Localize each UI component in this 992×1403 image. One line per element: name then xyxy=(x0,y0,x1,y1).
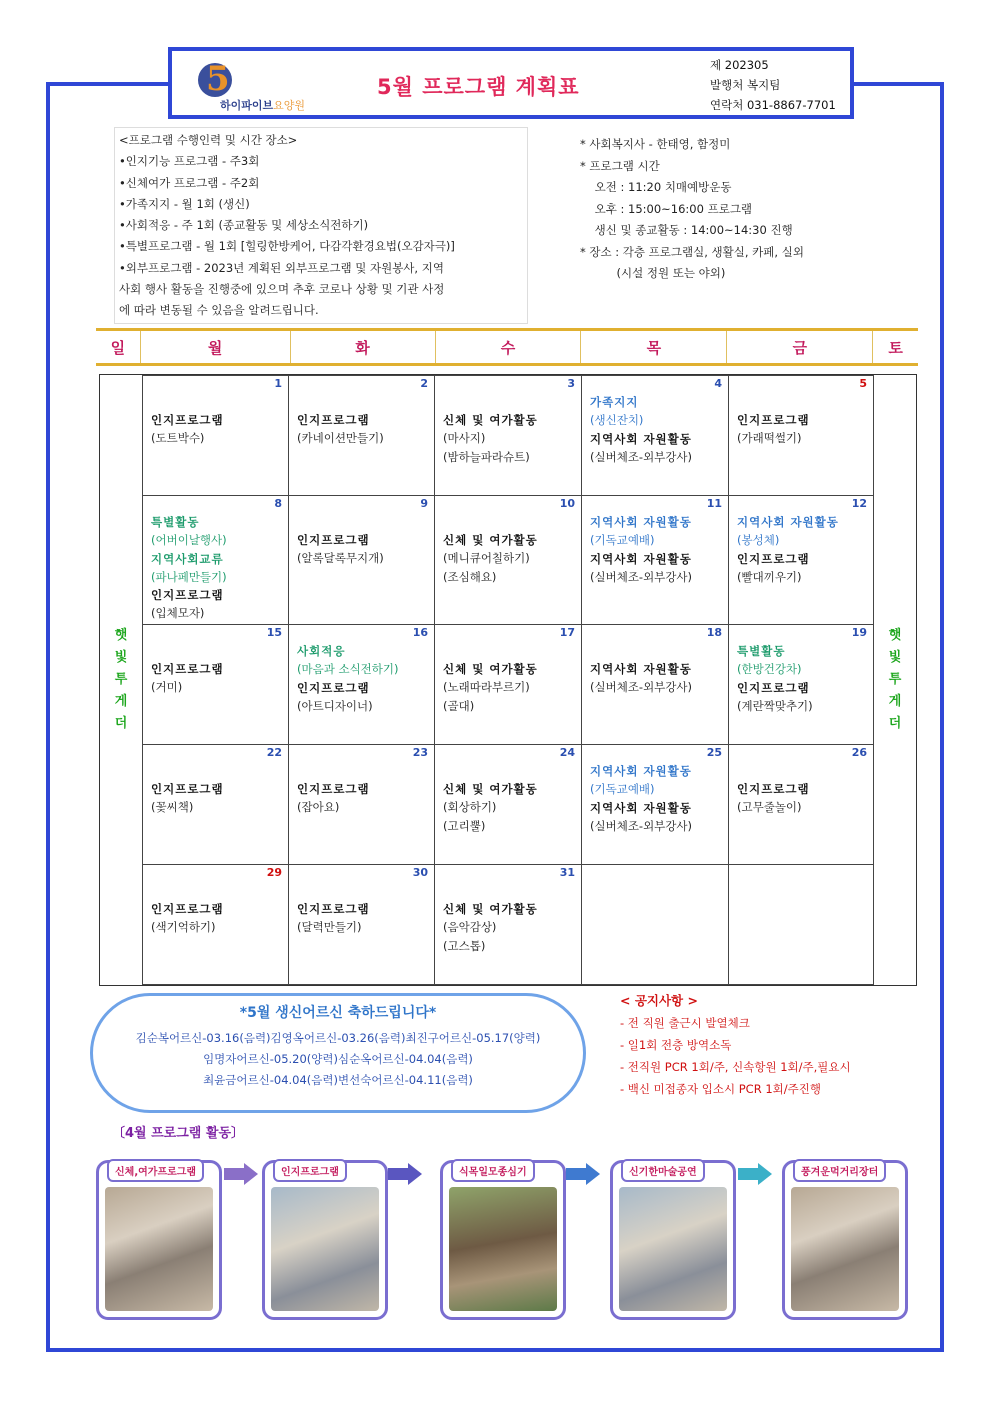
notice-item: - 백신 미접종자 입소시 PCR 1회/주진행 xyxy=(620,1082,821,1096)
header xyxy=(168,47,854,119)
day-number: 10 xyxy=(559,497,575,510)
event-detail: (음악감상) xyxy=(443,920,497,935)
calendar-day xyxy=(142,744,289,865)
weekday-3: 수 xyxy=(436,331,582,363)
event-detail: (색기억하기) xyxy=(151,920,216,935)
side-char: 게 xyxy=(888,694,902,709)
info-line: 에 따라 변동될 수 있음을 알려드립니다. xyxy=(119,303,319,318)
side-char: 더 xyxy=(114,716,128,731)
logo-five: 5 xyxy=(206,59,230,99)
day-number: 3 xyxy=(567,377,575,390)
day-number: 22 xyxy=(266,746,282,759)
event-title: 인지프로그램 xyxy=(297,413,370,427)
arrow-icon xyxy=(566,1168,588,1180)
logo xyxy=(194,59,314,112)
event-title: 특별활동 xyxy=(737,644,786,658)
program-info-box xyxy=(114,127,528,324)
day-events xyxy=(737,642,869,715)
side-label-right xyxy=(874,375,916,985)
activity-label: 신기한마술공연 xyxy=(621,1159,705,1182)
activity-card xyxy=(440,1160,566,1320)
calendar-day xyxy=(728,375,874,496)
calendar-day xyxy=(142,624,289,745)
event-title: 지역사회 자원활동 xyxy=(590,431,692,446)
page-title: 5월 프로그램 계획표 xyxy=(377,75,580,99)
contact: 연락처 031-8867-7701 xyxy=(710,98,836,112)
event-detail: (기독교예배) xyxy=(590,533,655,548)
activities-title: 〔4월 프로그램 활동〕 xyxy=(112,1126,245,1141)
event-detail: (조심해요) xyxy=(443,569,497,584)
activity-photo xyxy=(791,1187,899,1311)
event-detail: (아트디자이너) xyxy=(297,698,373,713)
activity-label: 풍겨운먹거리장터 xyxy=(793,1159,886,1182)
side-char: 더 xyxy=(888,716,902,731)
day-events xyxy=(151,780,284,817)
calendar-day xyxy=(434,744,582,865)
side-char: 햇 xyxy=(888,628,902,643)
calendar-day xyxy=(728,744,874,865)
event-detail: (거미) xyxy=(151,680,183,695)
day-events xyxy=(590,513,724,586)
side-char: 투 xyxy=(114,672,128,687)
event-detail: (계란짝맞추기) xyxy=(737,698,813,713)
event-title: 인지프로그램 xyxy=(151,413,224,427)
notice-item: - 전직원 PCR 1회/주, 신속항원 1회/주,필요시 xyxy=(620,1060,851,1074)
calendar-day xyxy=(581,375,729,496)
day-events xyxy=(151,411,284,448)
event-detail: (꽃씨책) xyxy=(151,800,194,815)
event-title: 지역사회 자원활동 xyxy=(590,662,692,676)
day-events xyxy=(297,642,430,715)
event-title: 지역사회 자원활동 xyxy=(737,515,839,529)
day-events xyxy=(737,780,869,817)
event-detail: (실버체조-외부강사) xyxy=(590,680,692,695)
activity-card xyxy=(782,1160,908,1320)
calendar-day xyxy=(434,495,582,625)
event-detail: (생신잔치) xyxy=(590,413,644,428)
event-detail: (파나페만들기) xyxy=(151,569,227,584)
arrow-head-icon xyxy=(244,1163,258,1185)
event-title: 가족지지 xyxy=(590,395,639,409)
day-number: 16 xyxy=(412,626,428,639)
arrow-icon xyxy=(738,1168,760,1180)
day-number: 9 xyxy=(420,497,428,510)
event-detail: (빨대끼우기) xyxy=(737,569,802,584)
day-number: 11 xyxy=(706,497,722,510)
notice-item: - 전 직원 출근시 발열체크 xyxy=(620,1016,750,1030)
day-events xyxy=(297,531,430,568)
day-number: 1 xyxy=(274,377,282,390)
birthday-line: 김순복어르신-03.16(음력)김영옥어르신-03.26(음력)최진구어르신-05.17(양력) xyxy=(135,1031,541,1045)
info-line: •인지기능 프로그램 - 주3회 xyxy=(119,154,260,169)
calendar-day xyxy=(434,375,582,496)
day-number: 30 xyxy=(412,866,428,879)
event-detail: (실버체조-외부강사) xyxy=(590,569,692,584)
event-title: 인지프로그램 xyxy=(297,533,370,547)
event-title: 인지프로그램 xyxy=(297,902,370,916)
activity-label: 신체,여가프로그램 xyxy=(107,1159,204,1182)
arrow-icon xyxy=(224,1168,246,1180)
event-title: 지역사회교류 xyxy=(151,551,224,566)
day-events xyxy=(151,513,284,623)
schedule-line: * 사회복지사 - 한태영, 함정미 xyxy=(580,137,731,151)
event-detail: (알록달록무지개) xyxy=(297,551,384,566)
birthday-title: *5월 생신어르신 축하드립니다* xyxy=(239,1005,437,1021)
event-detail: (고리뿔) xyxy=(443,818,486,833)
event-detail: (회상하기) xyxy=(443,800,497,815)
event-detail: (입체모자) xyxy=(151,606,205,621)
calendar-day xyxy=(288,624,435,745)
weekday-6: 토 xyxy=(888,338,903,357)
event-detail: (도트박수) xyxy=(151,431,205,446)
day-number: 25 xyxy=(706,746,722,759)
activity-photo xyxy=(449,1187,557,1311)
activity-photo xyxy=(271,1187,379,1311)
weekday-1: 월 xyxy=(141,331,291,363)
doc-number: 제 202305 xyxy=(710,58,769,72)
activity-label: 식목일모종심기 xyxy=(451,1159,535,1182)
activity-card xyxy=(262,1160,388,1320)
side-char: 투 xyxy=(888,672,902,687)
event-detail: (메니큐어칠하기) xyxy=(443,551,530,566)
day-number: 4 xyxy=(714,377,722,390)
side-char: 게 xyxy=(114,694,128,709)
day-number: 12 xyxy=(851,497,867,510)
day-number: 29 xyxy=(266,866,282,879)
event-title: 인지프로그램 xyxy=(737,680,810,695)
activity-photo xyxy=(619,1187,727,1311)
day-events xyxy=(443,411,577,466)
arrow-head-icon xyxy=(408,1163,422,1185)
event-detail: (마사지) xyxy=(443,431,486,446)
day-number: 23 xyxy=(412,746,428,759)
day-events xyxy=(297,411,430,448)
event-detail: (어버이날행사) xyxy=(151,533,227,548)
day-events xyxy=(297,900,430,937)
header-info xyxy=(710,55,836,115)
event-title: 지역사회 자원활동 xyxy=(590,764,692,778)
calendar-day xyxy=(728,624,874,745)
calendar-day xyxy=(288,864,435,985)
event-title: 인지프로그램 xyxy=(737,551,810,566)
event-detail: (마음과 소식전하기) xyxy=(297,662,399,677)
schedule-info xyxy=(580,134,804,285)
day-events xyxy=(590,660,724,697)
event-detail: (실버체조-외부강사) xyxy=(590,818,692,833)
day-events xyxy=(590,393,724,466)
day-number: 17 xyxy=(559,626,575,639)
day-number: 18 xyxy=(706,626,722,639)
event-title: 인지프로그램 xyxy=(297,680,370,695)
info-line: •사회적응 - 주 1회 (종교활동 및 세상소식전하기) xyxy=(119,218,369,233)
weekday-5: 금 xyxy=(727,331,873,363)
info-line: •가족지지 - 월 1회 (생신) xyxy=(119,196,250,211)
event-detail: (실버체조-외부강사) xyxy=(590,449,692,464)
arrow-icon xyxy=(388,1168,410,1180)
arrow-head-icon xyxy=(586,1163,600,1185)
calendar-day xyxy=(288,744,435,865)
event-detail: (가래떡썰기) xyxy=(737,431,802,446)
schedule-line: * 장소 : 각층 프로그램실, 생활실, 카페, 실외 xyxy=(580,244,804,259)
event-detail: (한방건강차) xyxy=(737,662,802,677)
event-detail: (밤하늘파라슈트) xyxy=(443,449,530,464)
day-number: 5 xyxy=(859,377,867,390)
weekday-0: 일 xyxy=(96,331,141,363)
calendar-day xyxy=(581,624,729,745)
calendar-day xyxy=(434,624,582,745)
event-title: 신체 및 여가활동 xyxy=(443,533,538,547)
weekday-header xyxy=(96,328,918,366)
birthday-line: 임명자어르신-05.20(양력)심순옥어르신-04.04(음력) xyxy=(203,1052,473,1066)
event-title: 인지프로그램 xyxy=(737,413,810,427)
calendar-day xyxy=(288,495,435,625)
calendar-day xyxy=(581,864,729,985)
calendar-day xyxy=(728,495,874,625)
day-events xyxy=(443,531,577,586)
issuer: 발행처 복지팀 xyxy=(710,78,781,92)
calendar-day xyxy=(142,864,289,985)
event-detail: (노래따라부르기) xyxy=(443,680,530,695)
side-label-left xyxy=(100,375,142,985)
notice-box xyxy=(620,990,851,1100)
day-events xyxy=(443,900,577,955)
activity-photo xyxy=(105,1187,213,1311)
day-events xyxy=(297,780,430,817)
side-char: 빛 xyxy=(114,650,128,665)
day-number: 8 xyxy=(274,497,282,510)
activity-card xyxy=(610,1160,736,1320)
calendar-day xyxy=(142,375,289,496)
day-number: 26 xyxy=(851,746,867,759)
event-title: 특별활동 xyxy=(151,515,200,529)
birthday-banner xyxy=(90,993,586,1113)
event-title: 신체 및 여가활동 xyxy=(443,782,538,796)
event-title: 신체 및 여가활동 xyxy=(443,662,538,676)
arrow-head-icon xyxy=(758,1163,772,1185)
activity-label: 인지프로그램 xyxy=(273,1159,347,1182)
day-events xyxy=(590,762,724,835)
schedule-line: 오후 : 15:00~16:00 프로그램 xyxy=(580,201,753,216)
event-title: 지역사회 자원활동 xyxy=(590,800,692,815)
day-number: 24 xyxy=(559,746,575,759)
day-number: 2 xyxy=(420,377,428,390)
event-title: 인지프로그램 xyxy=(151,902,224,916)
info-line: 사회 행사 활동을 진행중에 있으며 추후 코로나 상황 및 기관 사정 xyxy=(119,282,445,297)
weekday-4: 목 xyxy=(581,331,727,363)
event-detail: (잡아요) xyxy=(297,800,340,815)
day-number: 19 xyxy=(851,626,867,639)
notice-item: - 일1회 전층 방역소독 xyxy=(620,1038,732,1052)
event-title: 인지프로그램 xyxy=(151,782,224,796)
calendar-grid xyxy=(99,374,917,986)
notice-title: < 공지사항 > xyxy=(620,993,698,1008)
info-line: •신체여가 프로그램 - 주2회 xyxy=(119,175,260,190)
event-detail: (기독교예배) xyxy=(590,782,655,797)
info-line: •외부프로그램 - 2023년 계획된 외부프로그램 및 자원봉사, 지역 xyxy=(119,260,444,275)
day-events xyxy=(443,660,577,715)
event-title: 인지프로그램 xyxy=(297,782,370,796)
day-events xyxy=(443,780,577,835)
schedule-line: (시설 정원 또는 야외) xyxy=(580,266,726,280)
event-title: 신체 및 여가활동 xyxy=(443,413,538,427)
event-detail: (고무줄놀이) xyxy=(737,800,802,815)
info-line: •특별프로그램 - 월 1회 [힐링한방케어, 다감각환경요법(오감자극)] xyxy=(119,239,455,254)
event-title: 사회적응 xyxy=(297,644,346,658)
event-title: 신체 및 여가활동 xyxy=(443,902,538,916)
day-number: 31 xyxy=(559,866,575,879)
event-title: 인지프로그램 xyxy=(151,588,224,603)
side-char: 빛 xyxy=(888,650,902,665)
birthday-line: 최윤금어르신-04.04(음력)변선숙어르신-04.11(음력) xyxy=(203,1073,473,1087)
event-title: 지역사회 자원활동 xyxy=(590,551,692,566)
day-events xyxy=(737,513,869,586)
schedule-line: 생신 및 종교활동 : 14:00~14:30 진행 xyxy=(580,223,793,237)
event-title: 인지프로그램 xyxy=(151,662,224,676)
schedule-line: * 프로그램 시간 xyxy=(580,158,660,173)
side-char: 햇 xyxy=(114,628,128,643)
event-title: 지역사회 자원활동 xyxy=(590,515,692,529)
activity-card xyxy=(96,1160,222,1320)
calendar-day xyxy=(288,375,435,496)
event-title: 인지프로그램 xyxy=(737,782,810,796)
weekday-2: 화 xyxy=(291,331,436,363)
event-detail: (봉성체) xyxy=(737,533,780,548)
info-line: <프로그램 수행인력 및 시간 장소> xyxy=(119,133,298,147)
calendar-day xyxy=(728,864,874,985)
day-events xyxy=(151,660,284,697)
calendar-day xyxy=(581,495,729,625)
calendar-day xyxy=(142,495,289,625)
day-events xyxy=(737,411,869,448)
logo-text: 하이파이브요양원 xyxy=(220,99,306,112)
schedule-line: 오전 : 11:20 치매예방운동 xyxy=(580,180,732,194)
event-detail: (골대) xyxy=(443,698,475,713)
event-detail: (고스톱) xyxy=(443,938,486,953)
event-detail: (달력만들기) xyxy=(297,920,362,935)
day-number: 15 xyxy=(266,626,282,639)
event-detail: (카네이션만들기) xyxy=(297,431,384,446)
day-events xyxy=(151,900,284,937)
calendar-day xyxy=(434,864,582,985)
calendar-day xyxy=(581,744,729,865)
